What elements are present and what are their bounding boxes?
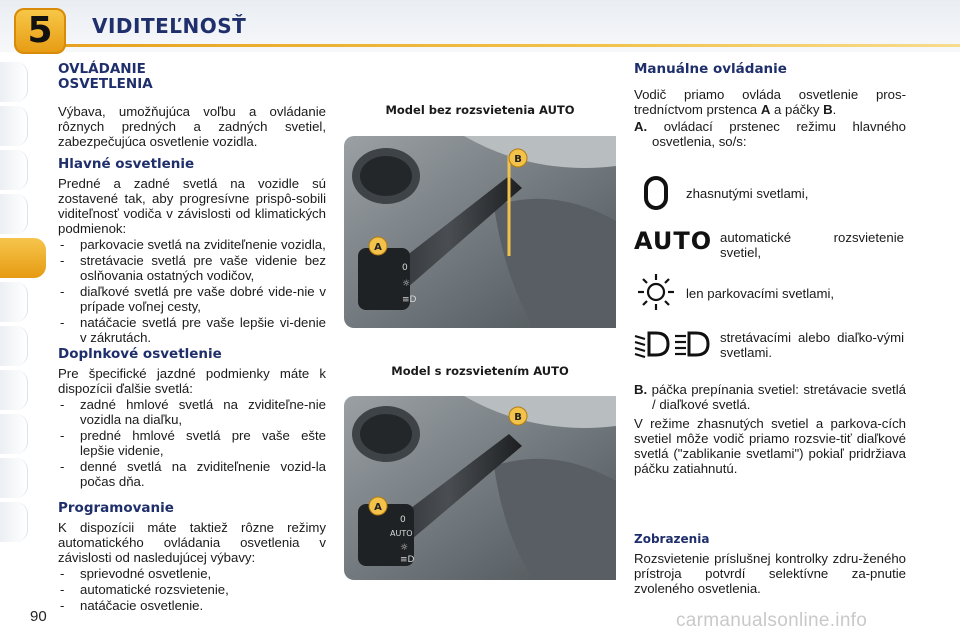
additional-lighting-heading: Doplnkové osvetlenie — [58, 346, 222, 362]
list-item: - automatické rozsvietenie, — [58, 582, 326, 597]
programming-heading: Programovanie — [58, 500, 174, 516]
list-item: - predné hmlové svetlá pre vaše ešte lepšie videnie, — [58, 428, 326, 458]
chapter-tab-5-active[interactable] — [0, 238, 46, 278]
item-a — [634, 119, 906, 149]
section-title-line2: OSVETLENIA — [58, 76, 153, 92]
list-item: - sprievodné osvetlenie, — [58, 566, 326, 581]
intro-text: a páčky — [770, 102, 824, 117]
chapter-tab-2[interactable] — [0, 106, 28, 146]
svg-text:☼: ☼ — [400, 543, 409, 553]
chapter-tab-7[interactable] — [0, 326, 28, 366]
chapter-tab-10[interactable] — [0, 458, 28, 498]
list-item: - stretávacie svetlá pre vaše videnie bez oslňovania ostatných vodičov, — [58, 253, 326, 283]
item-b — [634, 382, 906, 412]
intro-paragraph: Výbava, umožňujúca voľbu a ovládanie rôznych predných a zadných svetiel, zabezpečujúca osvetlenie vozidla. — [58, 104, 326, 149]
left-column — [58, 62, 326, 613]
marker-b-label: B — [514, 412, 522, 423]
parking-lights-text: len parkovacími svetlami, — [686, 286, 835, 301]
additional-lighting-list — [58, 397, 326, 489]
svg-text:0: 0 — [400, 515, 406, 525]
main-beam-icon — [674, 330, 710, 358]
main-lighting-text: Predné a zadné svetlá na vozidle sú zostavené tak, aby progresívne prispô-sobili viditeľnosť vodiča v závislosti od klimatických podmienok: — [58, 176, 326, 236]
stalk-photo-without-auto — [344, 136, 616, 328]
auto-symbol-icon: AUTO — [634, 227, 713, 255]
programming-list — [58, 566, 326, 613]
dipped-beam-icon — [634, 330, 670, 358]
lights-off-symbol-icon — [642, 176, 670, 210]
displays-heading: Zobrazenia — [634, 532, 710, 546]
chapter-tab-3[interactable] — [0, 150, 28, 190]
marker-a-label: A — [374, 242, 382, 253]
parking-lights-icon — [636, 272, 676, 312]
stalk-auto-label: AUTO — [390, 529, 413, 538]
item-b-label: B. — [634, 382, 648, 397]
right-column-bottom — [634, 382, 906, 596]
svg-text:≡D: ≡D — [400, 555, 415, 565]
chapter-tabs — [0, 62, 48, 546]
chapter-title: VIDITEĽNOSŤ — [92, 14, 247, 38]
lights-off-text: zhasnutými svetlami, — [686, 186, 809, 201]
chapter-tab-9[interactable] — [0, 414, 28, 454]
manual-control-heading: Manuálne ovládanie — [634, 61, 787, 77]
intro-text: Vodič priamo ovláda osvetlenie pros-tredníctvom prstenca — [634, 87, 906, 117]
main-lighting-list — [58, 237, 326, 345]
displays-text: Rozsvietenie príslušnej kontrolky zdru-ženého prístroja potvrdí selektívne za-pnutie zvoleného osvetlenia. — [634, 551, 906, 596]
svg-text:0: 0 — [402, 263, 408, 273]
list-item: - diaľkové svetlá pre vaše dobré vide-nie v prípade voľnej cesty, — [58, 284, 326, 314]
chapter-tab-8[interactable] — [0, 370, 28, 410]
item-a-label: A. — [634, 119, 648, 134]
watermark: carmanualsonline.info — [676, 610, 868, 631]
chapter-tab-6[interactable] — [0, 282, 28, 322]
chapter-tab-4[interactable] — [0, 194, 28, 234]
beam-lights-text: stretávacími alebo diaľko-vými svetlami. — [720, 330, 904, 360]
list-item: - natáčacie osvetlenie. — [58, 598, 326, 613]
list-item: - zadné hmlové svetlá na zviditeľne-nie vozidla na diaľku, — [58, 397, 326, 427]
marker-a-label: A — [374, 502, 382, 513]
intro-ref-b: B — [823, 102, 833, 117]
list-item: - denné svetlá na zviditeľnenie vozid-la počas dňa. — [58, 459, 326, 489]
chapter-tab-11[interactable] — [0, 502, 28, 542]
svg-text:☼: ☼ — [402, 279, 411, 289]
main-lighting-heading: Hlavné osvetlenie — [58, 156, 195, 172]
svg-text:≡D: ≡D — [402, 295, 417, 305]
right-column-top — [634, 62, 906, 149]
marker-b-label: B — [514, 154, 522, 165]
auto-lighting-text: automatické rozsvietenie svetiel, — [720, 230, 904, 260]
item-a-text: ovládací prstenec režimu hlavného osvetlenia, so/s: — [652, 119, 906, 149]
manual-control-intro — [634, 87, 906, 117]
stalk-photo-with-auto — [344, 396, 616, 580]
chapter-number: 5 — [27, 10, 53, 51]
item-b-text: páčka prepínania svetiel: stretávacie svetlá / diaľkové svetlá. — [651, 382, 906, 412]
programming-text: K dispozícii máte taktiež rôzne režimy automatického ovládania osvetlenia v závislosti od nasledujúcej výbavy: — [58, 520, 326, 565]
photo-caption-bottom: Model s rozsvietením AUTO — [391, 364, 569, 378]
flash-paragraph: V režime zhasnutých svetiel a parkova-cích svetiel môže vodič priamo rozsvie-tiť diaľkové svetlá ("zablikanie svetlami") pokiaľ pridržiava páčku zatiahnutú. — [634, 416, 906, 476]
page-number: 90 — [30, 608, 47, 625]
chapter-tab-1[interactable] — [0, 62, 28, 102]
header-rule — [60, 44, 960, 47]
list-item: - natáčacie svetlá pre vaše lepšie vi-denie v zákrutách. — [58, 315, 326, 345]
section-title-line1: OVLÁDANIE — [58, 61, 146, 77]
photo-caption-top: Model bez rozsvietenia AUTO — [385, 103, 575, 117]
additional-lighting-text: Pre špecifické jazdné podmienky máte k dispozícii ďalšie svetlá: — [58, 366, 326, 396]
intro-text: . — [832, 102, 837, 117]
intro-ref-a: A — [760, 102, 771, 117]
list-item: - parkovacie svetlá na zviditeľnenie vozidla, — [58, 237, 326, 252]
